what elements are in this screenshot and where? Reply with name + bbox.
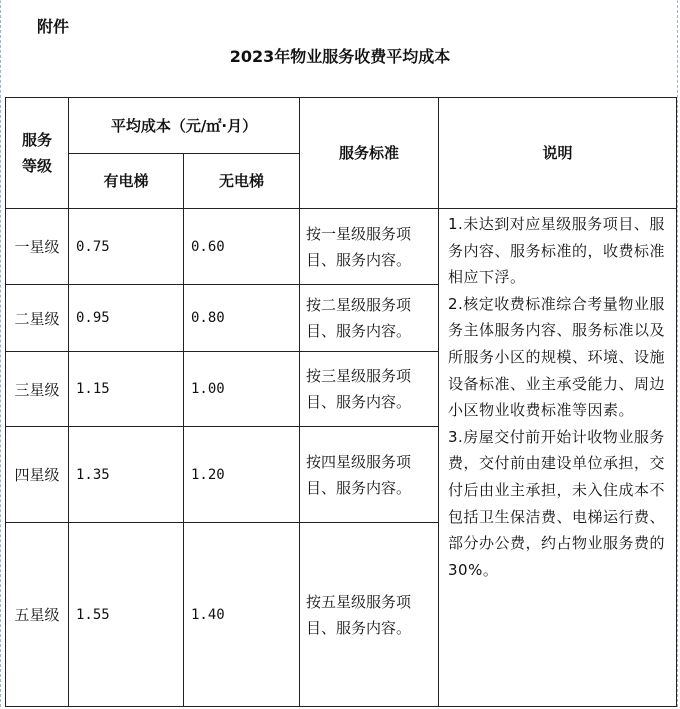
- without-elevator-cell: 1.40: [184, 523, 300, 707]
- with-elevator-cell: 0.95: [69, 285, 184, 352]
- note-item: 3.房屋交付前开始计收物业服务费，交付前由建设单位承担，交付后由业主承担，未入住成本不包括卫生保洁费、电梯运行费、部分办公费，约占物业服务费的30%。: [448, 427, 666, 579]
- standard-cell: 按三星级服务项目、服务内容。: [300, 352, 439, 427]
- table-row: [6, 209, 677, 285]
- note-item: 1.未达到对应星级服务项目、服务内容、服务标准的，收费标准相应下浮。: [448, 215, 666, 287]
- with-elevator-cell: 1.55: [69, 523, 184, 707]
- note-item: 2.核定收费标准综合考量物业服务主体服务内容、服务标准以及所服务小区的规模、环境、设施设备标准、业主承受能力、周边小区物业收费标准等因素。: [448, 294, 666, 420]
- grade-header-line2: 等级: [21, 157, 52, 175]
- with-elevator-header: 有电梯: [69, 154, 184, 209]
- standard-cell: 按五星级服务项目、服务内容。: [300, 523, 439, 707]
- grade-cell: 四星级: [6, 427, 69, 523]
- standard-cell: 按一星级服务项目、服务内容。: [300, 209, 439, 285]
- without-elevator-cell: 0.60: [184, 209, 300, 285]
- without-elevator-cell: 0.80: [184, 285, 300, 352]
- standard-header: 服务标准: [300, 98, 439, 209]
- page-title: 2023年物业服务收费平均成本: [229, 47, 451, 66]
- without-elevator-cell: 1.20: [184, 427, 300, 523]
- note-cell: [439, 209, 677, 707]
- note-header: 说明: [439, 98, 677, 209]
- with-elevator-cell: 1.35: [69, 427, 184, 523]
- grade-header-line1: 服务: [21, 131, 52, 149]
- standard-cell: 按二星级服务项目、服务内容。: [300, 285, 439, 352]
- grade-cell: 三星级: [6, 352, 69, 427]
- grade-cell: 一星级: [6, 209, 69, 285]
- with-elevator-cell: 0.75: [69, 209, 184, 285]
- without-elevator-header: 无电梯: [184, 154, 300, 209]
- with-elevator-cell: 1.15: [69, 352, 184, 427]
- fee-table: [5, 97, 677, 707]
- grade-header: [6, 98, 69, 209]
- grade-cell: 二星级: [6, 285, 69, 352]
- attachment-label: 附件: [37, 17, 70, 36]
- without-elevator-cell: 1.00: [184, 352, 300, 427]
- standard-cell: 按四星级服务项目、服务内容。: [300, 427, 439, 523]
- grade-cell: 五星级: [6, 523, 69, 707]
- header-row-1: [6, 98, 677, 154]
- avg-cost-header: 平均成本（元/㎡·月）: [69, 98, 300, 154]
